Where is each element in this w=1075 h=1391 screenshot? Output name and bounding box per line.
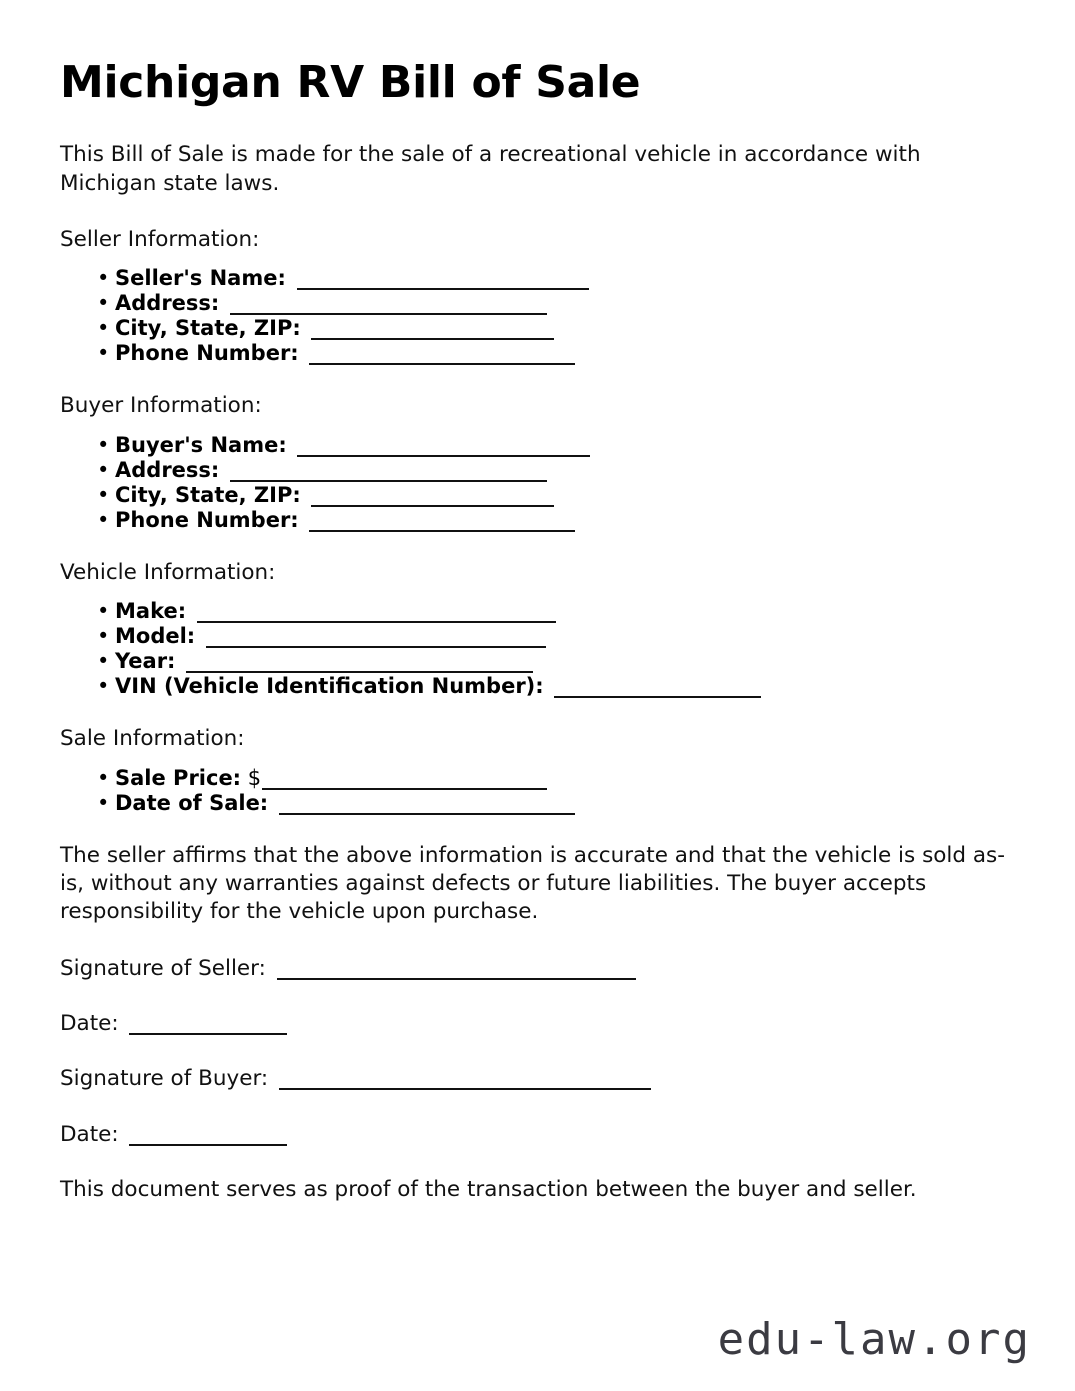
bullet-icon: •: [97, 482, 110, 507]
seller-name-label: Seller's Name:: [115, 266, 286, 291]
list-item: [60, 316, 1015, 341]
sale-section-heading: Sale Information:: [60, 726, 245, 752]
date-of-sale-input[interactable]: [279, 813, 575, 815]
vehicle-model-label: Model:: [115, 624, 196, 649]
buyer-signature-label: Signature of Buyer:: [60, 1066, 269, 1092]
date-of-sale-label: Date of Sale:: [115, 790, 269, 815]
seller-phone-label: Phone Number:: [115, 341, 299, 366]
buyer-phone-input[interactable]: [309, 530, 575, 532]
list-item: [60, 483, 1015, 508]
vehicle-year-label: Year:: [115, 649, 176, 674]
seller-signature-input[interactable]: [277, 978, 636, 980]
seller-fields-list: [60, 266, 1015, 366]
page-title: Michigan RV Bill of Sale: [60, 57, 641, 108]
buyer-address-input[interactable]: [230, 480, 547, 482]
buyer-signature-input[interactable]: [279, 1088, 651, 1090]
bullet-icon: •: [97, 649, 110, 674]
list-item: [60, 674, 1015, 699]
list-item: [60, 508, 1015, 533]
bullet-icon: •: [97, 507, 110, 532]
buyer-city-state-zip-label: City, State, ZIP:: [115, 482, 301, 507]
bullet-icon: •: [97, 790, 110, 815]
vehicle-vin-input[interactable]: [554, 696, 761, 698]
seller-section-heading: Seller Information:: [60, 227, 260, 253]
list-item: [60, 766, 1015, 791]
seller-name-input[interactable]: [297, 288, 589, 290]
vehicle-year-input[interactable]: [186, 671, 533, 673]
list-item: [60, 624, 1015, 649]
buyer-section-heading: Buyer Information:: [60, 393, 262, 419]
seller-city-state-zip-input[interactable]: [311, 338, 554, 340]
currency-symbol: $: [247, 765, 262, 790]
seller-signature-label: Signature of Seller:: [60, 955, 266, 981]
vehicle-section-heading: Vehicle Information:: [60, 559, 276, 585]
seller-phone-input[interactable]: [309, 363, 575, 365]
list-item: [60, 649, 1015, 674]
buyer-name-input[interactable]: [297, 455, 590, 457]
seller-city-state-zip-label: City, State, ZIP:: [115, 316, 301, 341]
bullet-icon: •: [97, 624, 110, 649]
bullet-icon: •: [97, 266, 110, 291]
buyer-name-label: Buyer's Name:: [115, 432, 287, 457]
intro-paragraph: This Bill of Sale is made for the sale of a recreational vehicle in accordance with Michigan state laws.: [60, 142, 921, 196]
sale-price-input[interactable]: [262, 788, 547, 790]
sale-fields-list: [60, 766, 1015, 816]
buyer-city-state-zip-input[interactable]: [311, 505, 554, 507]
bullet-icon: •: [97, 432, 110, 457]
vehicle-fields-list: [60, 599, 1015, 699]
list-item: [60, 599, 1015, 624]
seller-signature-row: [60, 955, 1015, 983]
seller-date-label: Date:: [60, 1011, 119, 1037]
buyer-date-row: [60, 1121, 1015, 1149]
buyer-fields-list: [60, 433, 1015, 533]
bullet-icon: •: [97, 599, 110, 624]
seller-address-input[interactable]: [230, 313, 547, 315]
buyer-date-label: Date:: [60, 1121, 119, 1147]
list-item: [60, 266, 1015, 291]
site-watermark: edu-law.org: [717, 1314, 1031, 1365]
seller-address-label: Address:: [115, 291, 220, 316]
bullet-icon: •: [97, 457, 110, 482]
list-item: [60, 791, 1015, 816]
vehicle-model-input[interactable]: [206, 646, 546, 648]
vehicle-make-input[interactable]: [197, 621, 556, 623]
seller-date-input[interactable]: [129, 1033, 287, 1035]
list-item: [60, 458, 1015, 483]
bullet-icon: •: [97, 674, 110, 699]
closing-paragraph: This document serves as proof of the transaction between the buyer and seller.: [60, 1177, 917, 1203]
sale-price-label: Sale Price:: [115, 765, 242, 790]
vehicle-make-label: Make:: [115, 599, 187, 624]
buyer-date-input[interactable]: [129, 1144, 287, 1146]
buyer-phone-label: Phone Number:: [115, 507, 299, 532]
buyer-signature-row: [60, 1065, 1015, 1093]
bullet-icon: •: [97, 765, 110, 790]
bullet-icon: •: [97, 316, 110, 341]
bullet-icon: •: [97, 291, 110, 316]
vehicle-vin-label: VIN (Vehicle Identification Number):: [115, 674, 544, 699]
bullet-icon: •: [97, 341, 110, 366]
affirmation-paragraph: The seller affirms that the above information is accurate and that the vehicle is sold as-is, without any warranties against defects or future liabilities. The buyer accepts responsibility for the vehicle upon purchase.: [60, 842, 1006, 925]
list-item: [60, 433, 1015, 458]
list-item: [60, 291, 1015, 316]
buyer-address-label: Address:: [115, 457, 220, 482]
seller-date-row: [60, 1010, 1015, 1038]
list-item: [60, 341, 1015, 366]
